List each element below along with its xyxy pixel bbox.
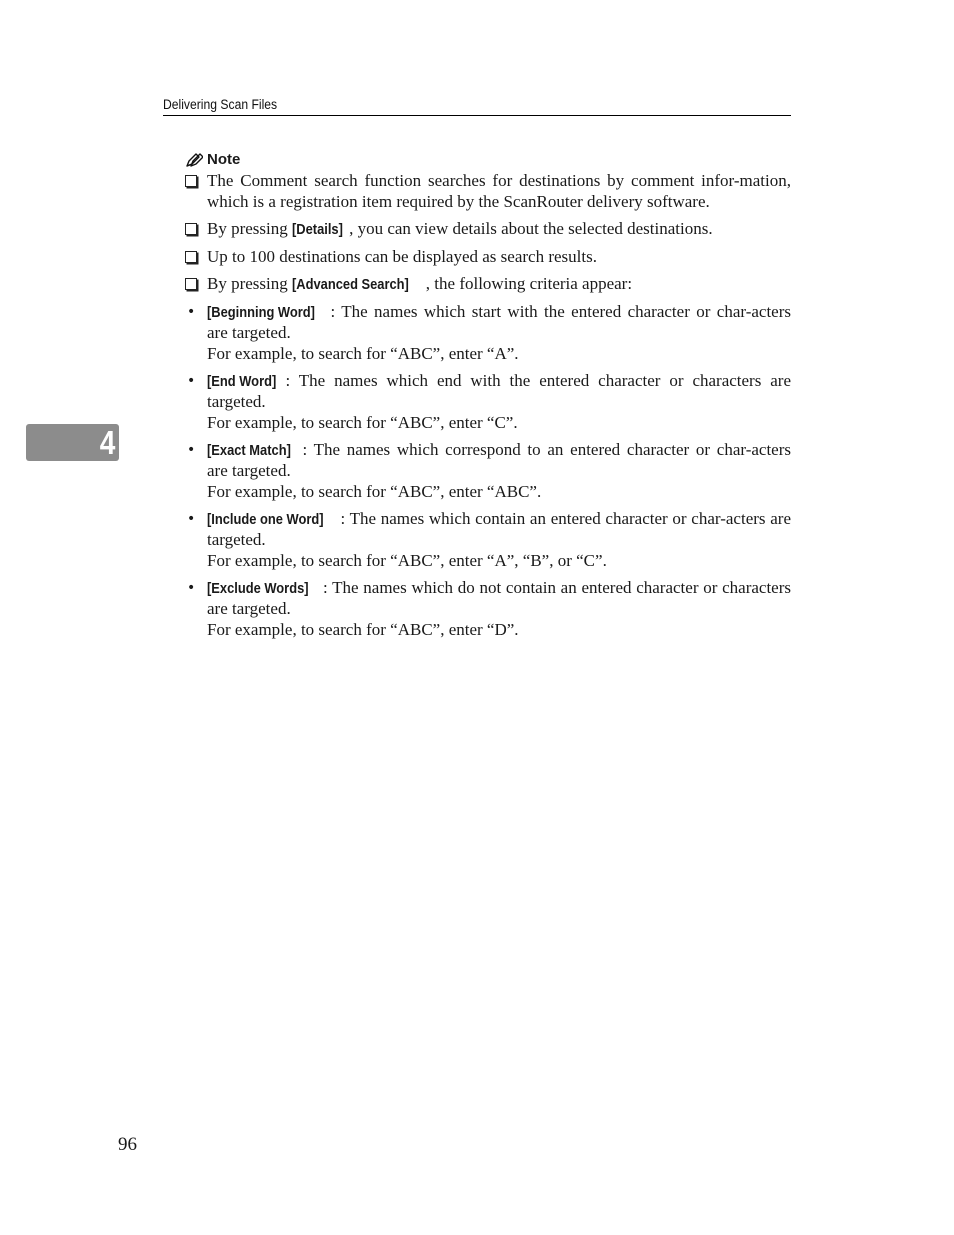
advanced-search-key-label: [Advanced Search] xyxy=(292,275,409,293)
criteria-item-exclude-words xyxy=(185,578,791,641)
criteria-item-beginning-word xyxy=(185,302,791,365)
criteria-key-label: [Beginning Word] xyxy=(207,303,315,321)
pencil-icon xyxy=(185,153,203,167)
note-item-text-pre: By pressing xyxy=(207,273,292,293)
note-item-text: The Comment search function searches for destinations by comment infor-mation, which is a registration item required by the ScanRouter delivery software. xyxy=(207,171,791,211)
bullet-dot-icon: • xyxy=(187,579,196,596)
criteria-description: : The names which do not contain an entered character or characters are targeted. xyxy=(207,577,791,618)
checkbox-bullet-icon xyxy=(185,175,197,187)
criteria-example: For example, to search for “ABC”, enter “D”. xyxy=(207,619,519,639)
checkbox-bullet-icon xyxy=(185,278,197,290)
running-header xyxy=(163,96,791,116)
criteria-description: : The names which start with the entered character or char-acters are targeted. xyxy=(207,301,791,342)
chapter-tab xyxy=(26,424,119,461)
bullet-dot-icon: • xyxy=(187,372,196,389)
bullet-dot-icon: • xyxy=(187,510,196,527)
criteria-example: For example, to search for “ABC”, enter “A”. xyxy=(207,343,519,363)
bullet-dot-icon: • xyxy=(187,441,196,458)
page-number: 96 xyxy=(118,1134,137,1155)
note-item-text-post: , the following criteria appear: xyxy=(425,273,633,293)
note-section xyxy=(185,149,791,647)
details-key-label: [Details] xyxy=(292,220,343,238)
note-item-text: Up to 100 destinations can be displayed as search results. xyxy=(207,246,597,266)
criteria-key-label: [Exclude Words] xyxy=(207,579,309,597)
note-heading xyxy=(185,149,791,171)
chapter-number: 4 xyxy=(99,424,115,461)
note-item-search-limit xyxy=(185,247,791,268)
criteria-description: : The names which end with the entered character or characters are targeted. xyxy=(207,370,791,411)
criteria-example: For example, to search for “ABC”, enter “A”, “B”, or “C”. xyxy=(207,550,607,570)
criteria-item-exact-match xyxy=(185,440,791,503)
criteria-description: : The names which contain an entered character or char-acters are targeted. xyxy=(207,508,791,549)
criteria-example: For example, to search for “ABC”, enter “C”. xyxy=(207,412,518,432)
criteria-item-include-one-word xyxy=(185,509,791,572)
checkbox-bullet-icon xyxy=(185,223,197,235)
note-item-comment-search xyxy=(185,171,791,212)
note-heading-label: Note xyxy=(207,151,241,168)
criteria-item-end-word xyxy=(185,371,791,434)
bullet-dot-icon: • xyxy=(187,303,196,320)
criteria-key-label: [Exact Match] xyxy=(207,441,291,459)
criteria-description: : The names which correspond to an entered character or char-acters are targeted. xyxy=(207,439,791,480)
criteria-key-label: [Include one Word] xyxy=(207,510,324,528)
note-item-details xyxy=(185,219,791,241)
note-item-text-pre: By pressing xyxy=(207,218,292,238)
running-header-title: Delivering Scan Files xyxy=(163,97,278,112)
note-item-text-post: , you can view details about the selected destinations. xyxy=(349,218,713,238)
checkbox-bullet-icon xyxy=(185,251,197,263)
note-item-advanced-search xyxy=(185,274,791,296)
criteria-example: For example, to search for “ABC”, enter “ABC”. xyxy=(207,481,542,501)
criteria-key-label: [End Word] xyxy=(207,372,277,390)
